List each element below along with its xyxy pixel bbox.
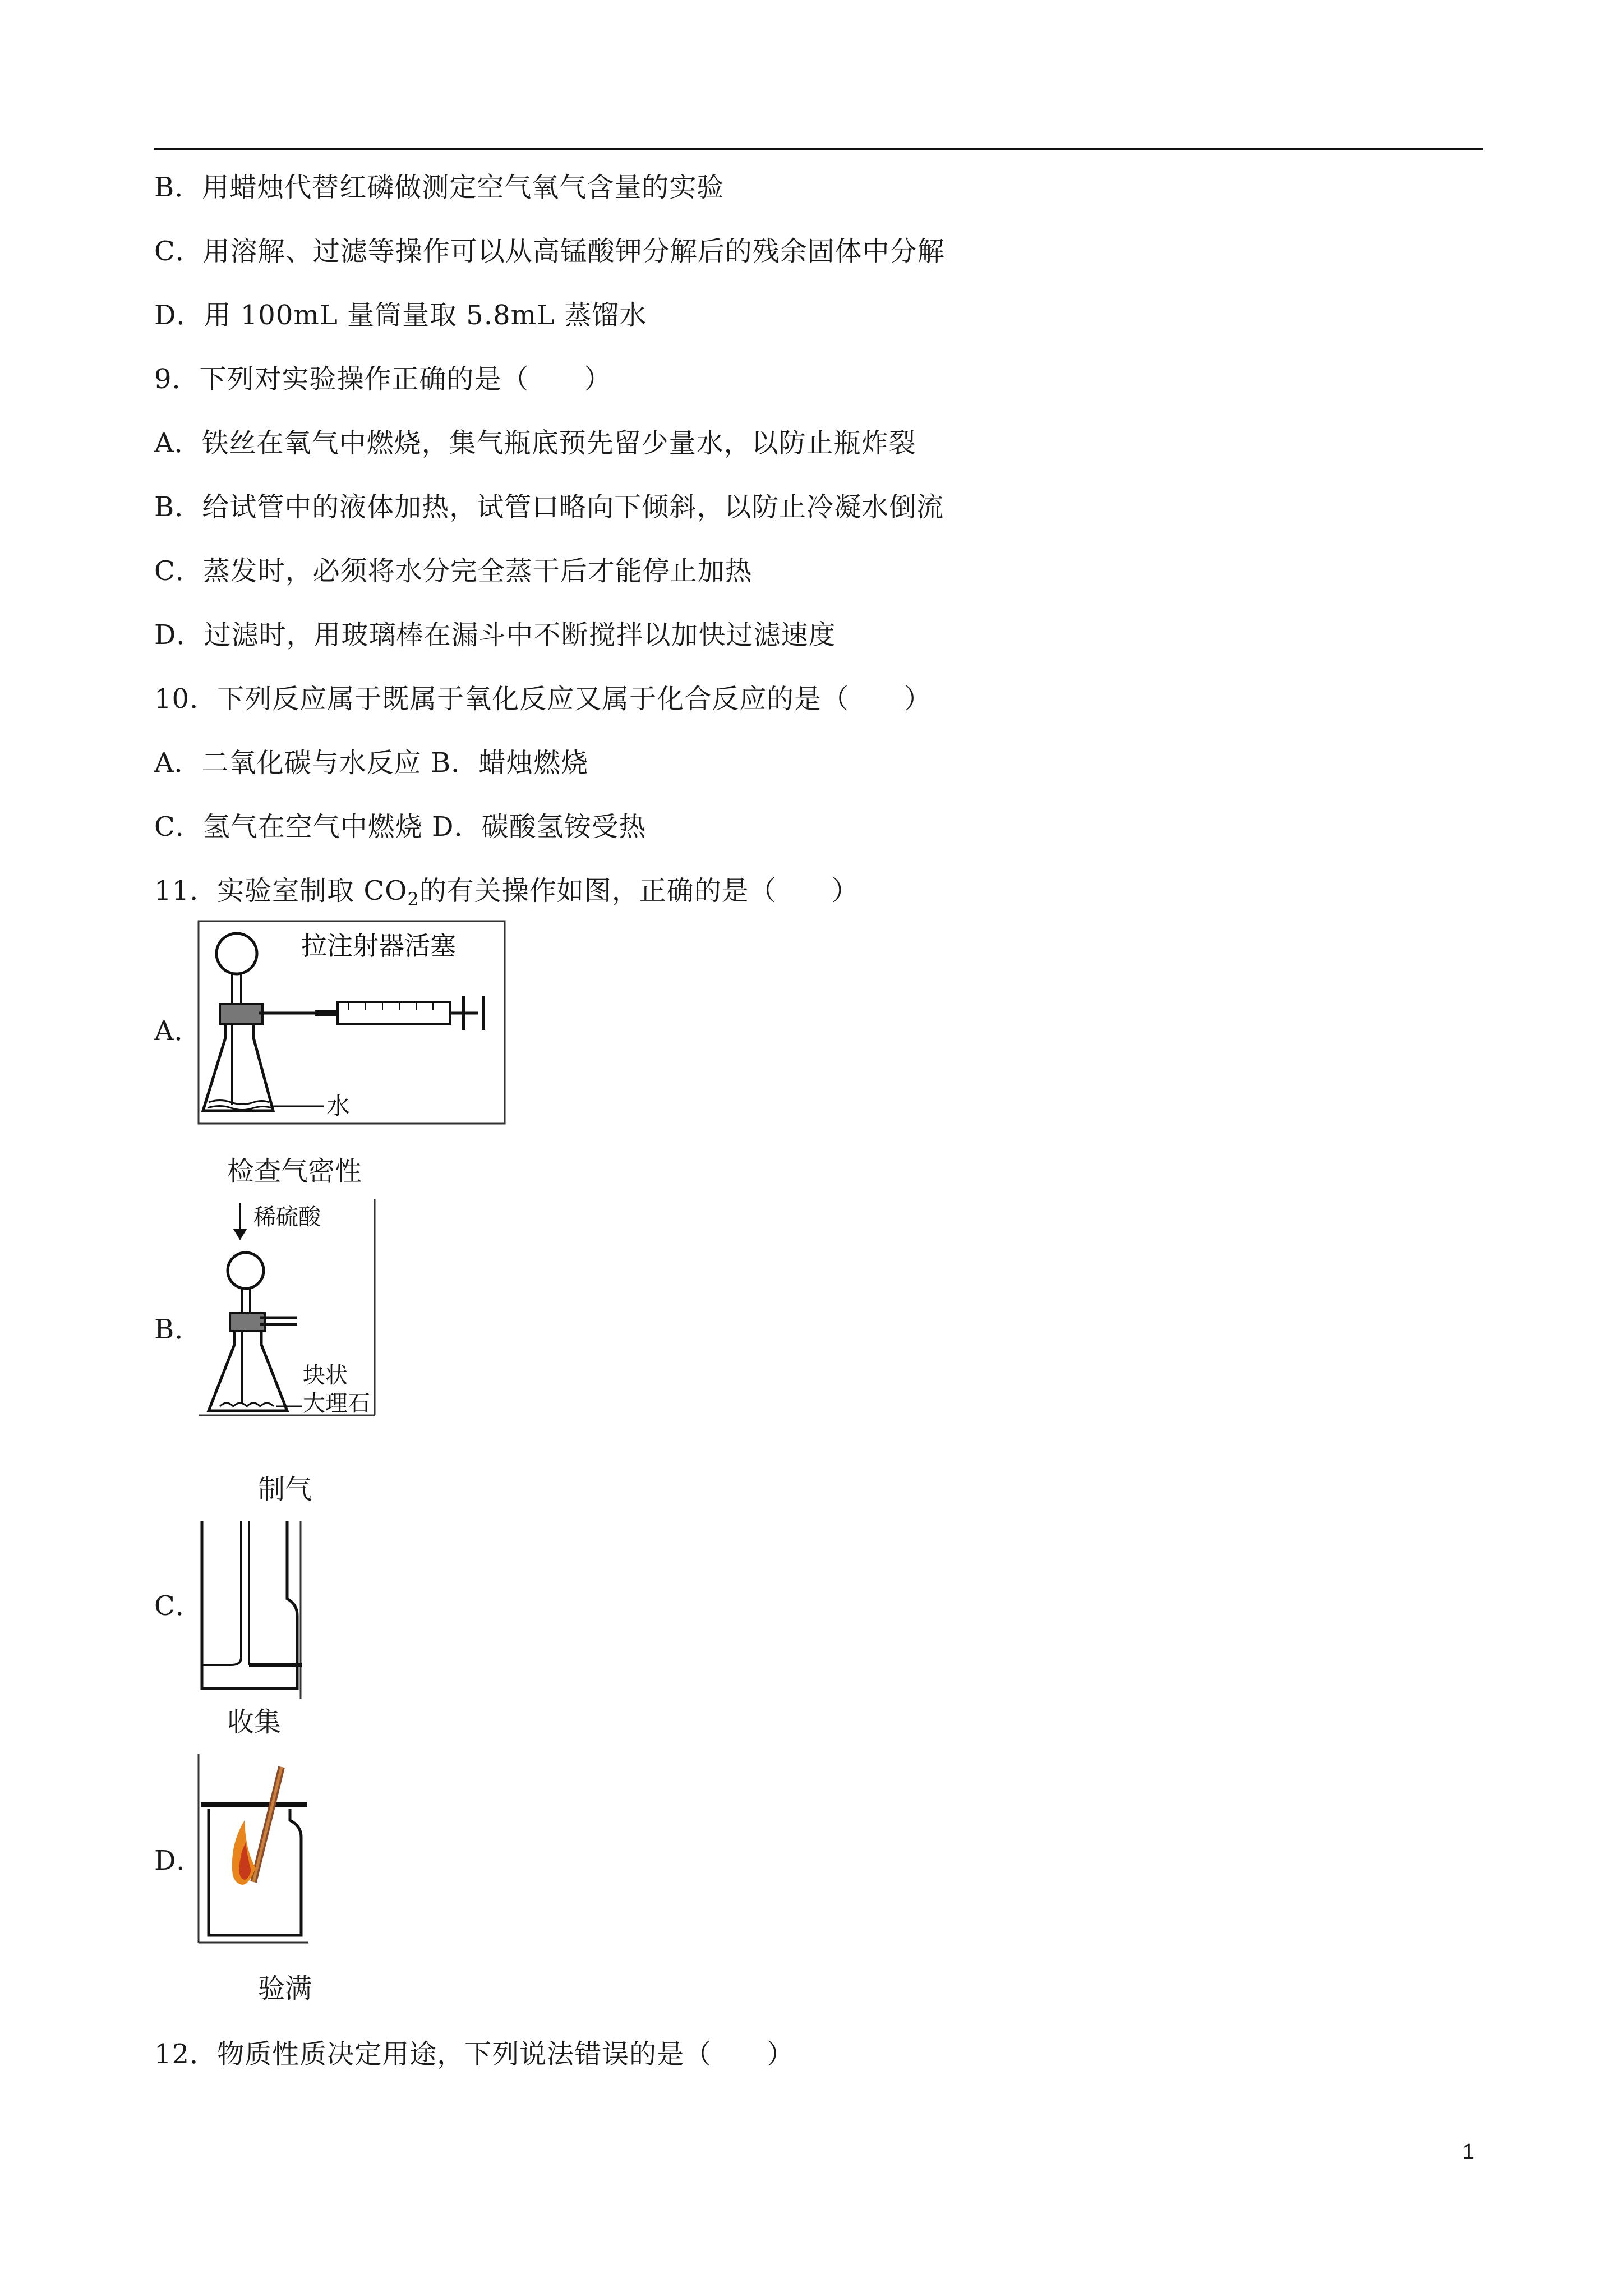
option-8c: C．用溶解、过滤等操作可以从高锰酸钾分解后的残余固体中分解 [154,236,945,267]
question-12: 12．物质性质决定用途，下列说法错误的是（ ） [154,2039,795,2070]
option-11b-label: B． [154,1314,202,1345]
solid-label-2: 大理石 [303,1391,370,1416]
caption-airtight-check: 检查气密性 [227,1156,362,1187]
syringe-label: 拉注射器活塞 [301,931,456,961]
option-11d-label: D． [154,1845,204,1876]
solid-label-1: 块状 [303,1363,348,1388]
option-11c-label: C． [154,1590,203,1622]
question-10: 10．下列反应属于既属于氧化反应又属于化合反应的是（ ） [154,683,932,715]
option-10cd: C．氢气在空气中燃烧 D．碳酸氢铵受热 [154,811,647,843]
question-9: 9．下列对实验操作正确的是（ ） [154,364,612,395]
option-9d: D．过滤时，用玻璃棒在漏斗中不断搅拌以加快过滤速度 [154,619,836,651]
option-8b: B．用蜡烛代替红磷做测定空气氧气含量的实验 [154,172,725,203]
question-11-prefix: 11．实验室制取 CO [154,875,408,907]
gas-collection-figure [197,1520,304,1700]
water-label: 水 [326,1092,351,1120]
question-11-suffix: 的有关操作如图，正确的是（ ） [419,875,859,907]
header-rule [154,148,1483,150]
acid-label: 稀硫酸 [253,1204,321,1230]
option-9c: C．蒸发时，必须将水分完全蒸干后才能停止加热 [154,555,753,587]
gas-generation-figure [197,1198,376,1416]
option-10ab: A．二氧化碳与水反应 B．蜡烛燃烧 [154,747,589,779]
full-check-figure [197,1753,310,1944]
airtight-check-figure [197,920,506,1125]
caption-full-check: 验满 [258,1973,312,2004]
page-number: 1 [1462,2140,1474,2164]
caption-gas-collection: 收集 [227,1706,282,1738]
option-9b: B．给试管中的液体加热，试管口略向下倾斜，以防止冷凝水倒流 [154,491,944,523]
question-11 [154,874,859,916]
option-9a: A．铁丝在氧气中燃烧，集气瓶底预先留少量水，以防止瓶炸裂 [154,427,916,459]
option-8d: D．用 100mL 量筒量取 5.8mL 蒸馏水 [154,300,647,331]
question-11-subscript: 2 [407,889,419,910]
caption-gas-generation: 制气 [258,1474,312,1505]
option-11a-label: A． [154,1015,202,1047]
